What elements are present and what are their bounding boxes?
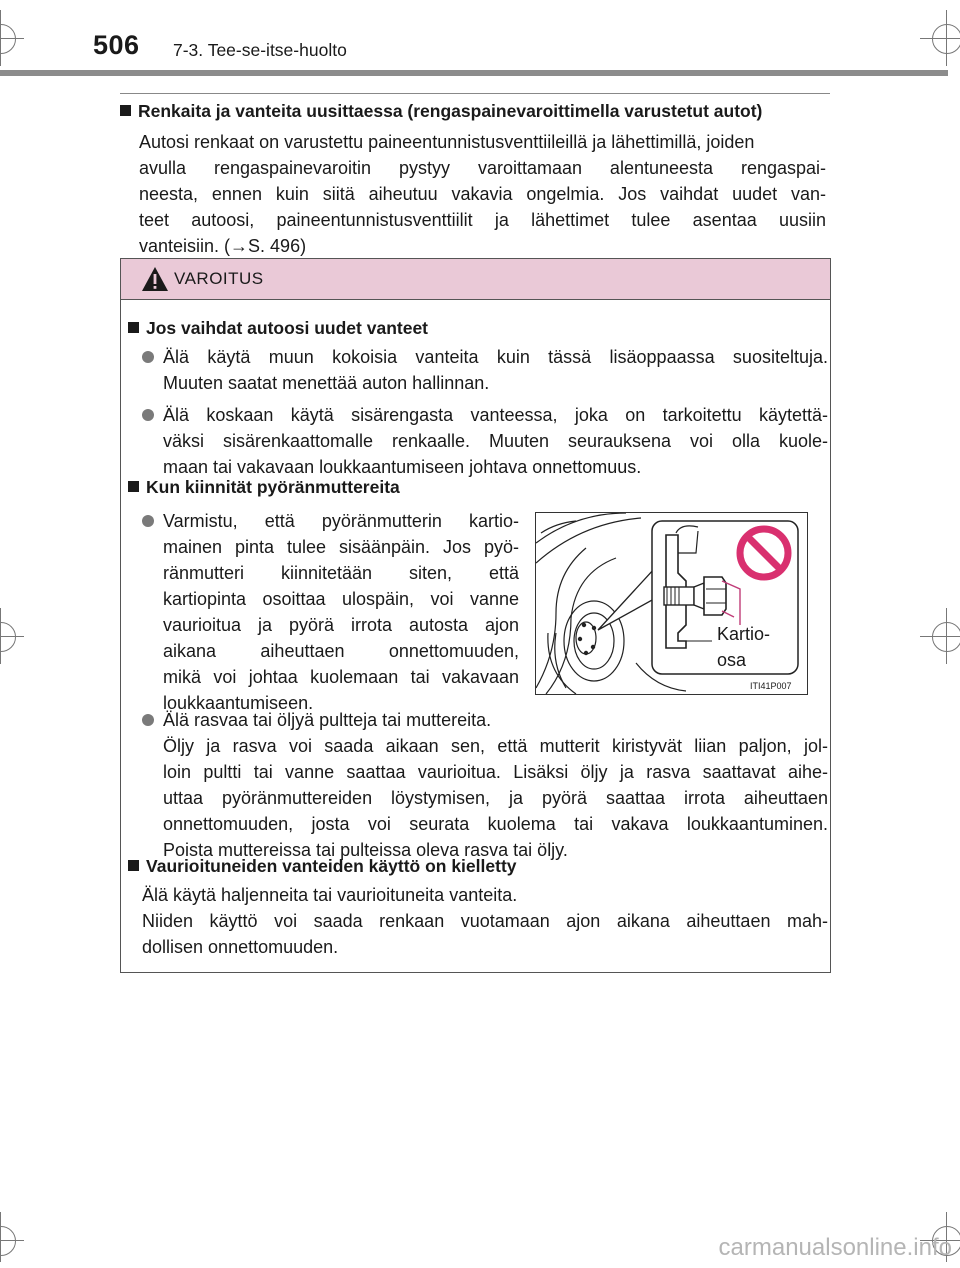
- warning-header: [121, 259, 830, 300]
- figure-code: ITI41P007: [750, 681, 792, 691]
- square-bullet-icon: [120, 105, 131, 116]
- section2-bullet2: Älä rasvaa tai öljyä pultteja tai muttereita. Öljy ja rasva voi saada aikaan sen, että mutterit kiristyvät liian paljon, jol- loin pultti tai vanne saattaa vaurioitua. Lisäksi öljy ja rasva saattavat aihe- uttaa pyöränmuttereiden löystymisen, ja pyörä saattaa irrota aiheuttaen onnettomuuden, josta voi seurata kuolema tai vakava loukkaantuminen. Poista muttereissa tai pulteissa oleva rasva tai öljy.: [142, 707, 828, 863]
- wheel-nut-illustration: [535, 512, 808, 695]
- section3-text: Älä käytä haljenneita tai vaurioituneita vanteita. Niiden käyttö voi saada renkaan vuotamaan ajon aikana aiheuttaen mah- dollisen onnettomuuden.: [142, 885, 828, 957]
- section1-bullet1: Älä käytä muun kokoisia vanteita kuin tässä lisäoppaassa suositeltuja. Muuten saatat menettää auton hallinnan.: [142, 344, 828, 396]
- intro-text: Autosi renkaat on varustettu paineentunnistusventtiileillä ja lähettimillä, joiden avulla rengaspainevaroitin pystyy varoittamaan alentuneesta rengaspai- neesta, ennen kuin siitä aiheutuu vakavia ongelmia. Jos vaihdat uudet van- teet autoosi, paineentunnistusventtiilit ja lähettimet tulee asentaa uusiin vanteisiin. (→S. 496): [139, 132, 826, 256]
- round-bullet-icon: [142, 515, 154, 527]
- chapter-title: 7-3. Tee-se-itse-huolto: [173, 40, 347, 60]
- figure-label-kartio: Kartio- osa: [717, 624, 771, 670]
- watermark: carmanualsonline.info: [718, 1234, 952, 1261]
- section2-heading: Kun kiinnität pyöränmuttereita: [128, 477, 400, 498]
- warning-title: VAROITUS: [174, 269, 264, 288]
- section3-heading: Vaurioituneiden vanteiden käyttö on kielletty: [128, 856, 517, 877]
- section2-bullet1: Varmistu, että pyöränmutterin kartio- mainen pinta tulee sisäänpäin. Jos pyö- ränmutteri kiinnitetään siten, että kartiopinta osoittaa ulospäin, voi vanne vaurioitua ja pyörä irrota autosta ajon aikana aiheuttaen onnettomuuden, mikä voi johtaa kuolemaan tai vakavaan loukkaantumiseen.: [142, 508, 519, 716]
- warning-triangle-icon: [141, 266, 169, 292]
- round-bullet-icon: [142, 409, 154, 421]
- section1-bullet2: Älä koskaan käytä sisärengasta vanteessa, joka on tarkoitettu käytettä- väksi sisärenkaattomalle renkaalle. Muuten seurauksena voi olla kuole- maan tai vakavaan loukkaantumiseen johtava onnettomuus.: [142, 402, 828, 480]
- round-bullet-icon: [142, 351, 154, 363]
- square-bullet-icon: [128, 860, 139, 871]
- section1-heading: Jos vaihdat autoosi uudet vanteet: [128, 318, 428, 339]
- square-bullet-icon: [128, 322, 139, 333]
- section-rule: [120, 93, 830, 94]
- intro-heading: Renkaita ja vanteita uusittaessa (rengaspainevaroittimella varustetut autot): [120, 101, 840, 122]
- header-rule: [0, 70, 948, 76]
- square-bullet-icon: [128, 481, 139, 492]
- round-bullet-icon: [142, 714, 154, 726]
- page-number: 506: [93, 30, 140, 60]
